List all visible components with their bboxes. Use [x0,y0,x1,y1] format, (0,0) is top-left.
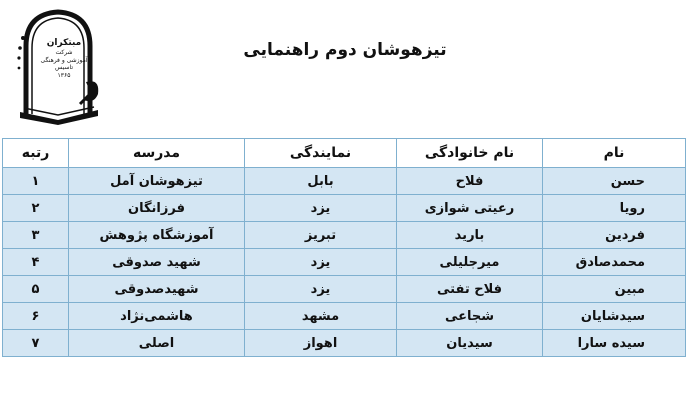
cell-rank: ۱ [3,168,69,195]
header-rank: رتبه [3,139,69,168]
institute-logo [14,8,104,126]
logo-line-3: آموزشی و فرهنگی [40,56,88,64]
cell-school: اصلی [69,330,245,357]
cell-name: محمدصادق [543,249,686,276]
cell-school: تیزهوشان آمل [69,168,245,195]
cell-family: میرجلیلی [397,249,543,276]
logo-line-2: شرکت [55,49,73,57]
cell-family: رعیتی شوازی [397,195,543,222]
page-title: تیزهوشان دوم راهنمایی [243,40,447,60]
header-family: نام خانوادگی [397,139,543,168]
cell-representative: یزد [245,276,397,303]
cell-rank: ۴ [3,249,69,276]
cell-rank: ۵ [3,276,69,303]
cell-representative: یزد [245,249,397,276]
table-row [3,276,686,303]
cell-name: مبین [543,276,686,303]
cell-family: فلاح تفتی [397,276,543,303]
cell-family: شجاعی [397,303,543,330]
cell-representative: تبریز [245,222,397,249]
cell-representative: مشهد [245,303,397,330]
cell-school: شهیدصدوقی [69,276,245,303]
cell-school: آموزشگاه پژوهش [69,222,245,249]
logo-line-5: ۱۳۶۵ [57,71,71,79]
logo-text [36,38,92,79]
cell-representative: یزد [245,195,397,222]
cell-representative: بابل [245,168,397,195]
cell-name: حسن [543,168,686,195]
cell-school: شهید صدوقی [69,249,245,276]
cell-representative: اهواز [245,330,397,357]
cell-family: سیدیان [397,330,543,357]
cell-school: فرزانگان [69,195,245,222]
table-row [3,303,686,330]
header-school: مدرسه [69,139,245,168]
cell-name: فردین [543,222,686,249]
table-row [3,330,686,357]
cell-name: سیده سارا [543,330,686,357]
header-representative: نمایندگی [245,139,397,168]
logo-line-1: مبتکران [46,38,82,48]
table-header-row [3,139,686,168]
cell-rank: ۳ [3,222,69,249]
table-row [3,222,686,249]
table-row [3,168,686,195]
cell-name: سیدشایان [543,303,686,330]
cell-rank: ۲ [3,195,69,222]
ranking-table [2,138,686,357]
logo-line-4: تاسیس [55,64,73,72]
cell-rank: ۷ [3,330,69,357]
header-name: نام [543,139,686,168]
cell-rank: ۶ [3,303,69,330]
cell-name: رویا [543,195,686,222]
cell-school: هاشمی‌نژاد [69,303,245,330]
cell-family: بارید [397,222,543,249]
table-row [3,249,686,276]
cell-family: فلاح [397,168,543,195]
table-row [3,195,686,222]
